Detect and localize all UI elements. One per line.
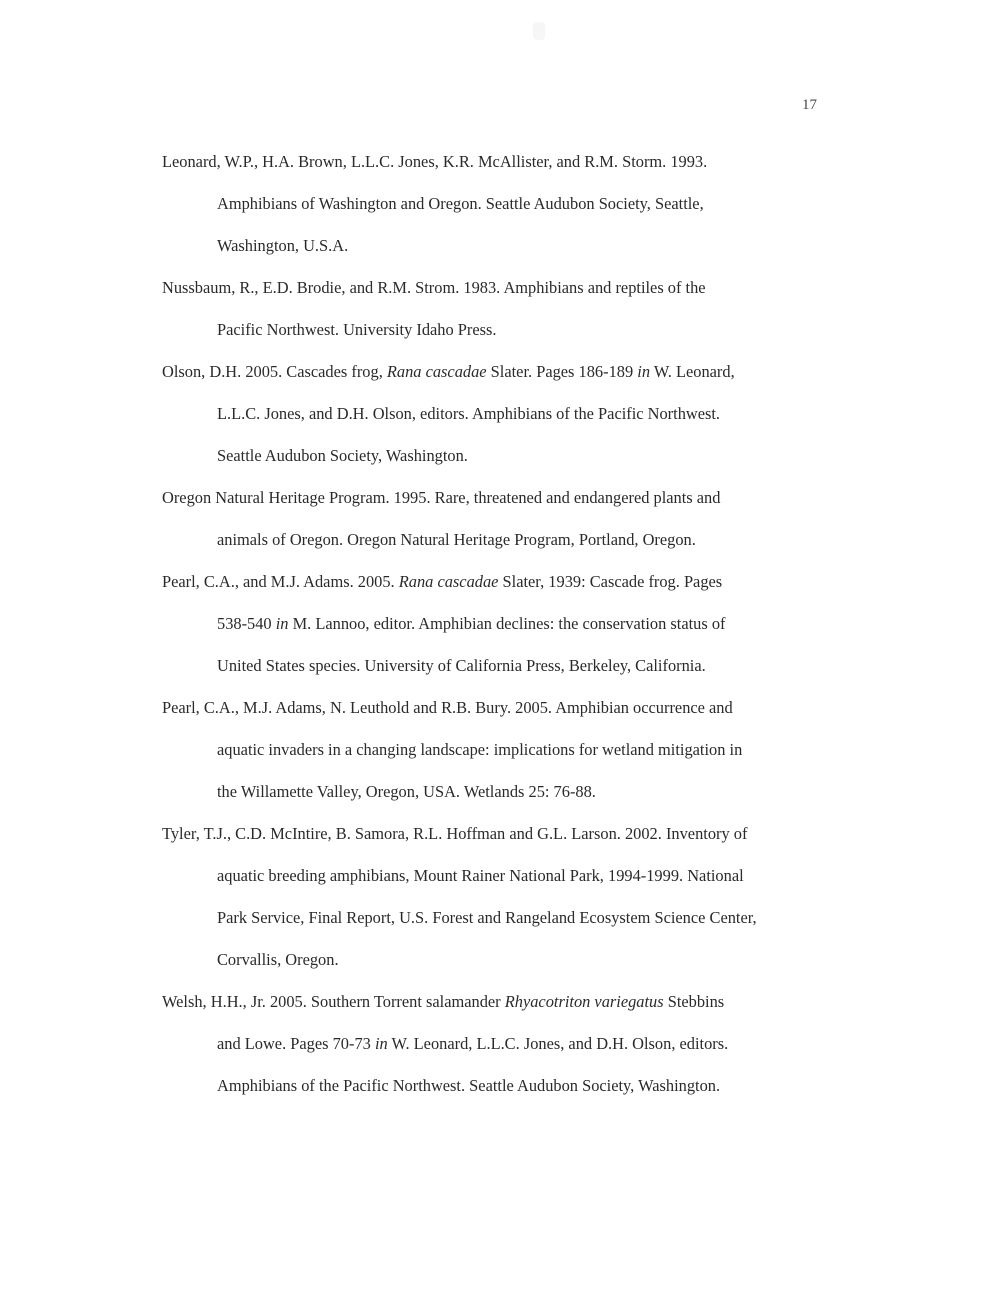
reference-continuation-line — [162, 855, 842, 897]
reference-text: Slater, 1939: Cascade frog. Pages — [498, 572, 723, 591]
reference-text: Park Service, Final Report, U.S. Forest and Rangeland Ecosystem Science Center, — [217, 908, 757, 927]
reference-text: W. Leonard, — [650, 362, 735, 381]
scan-artifact — [533, 22, 545, 40]
reference-text: L.L.C. Jones, and D.H. Olson, editors. Amphibians of the Pacific Northwest. — [217, 404, 721, 423]
reference-entry — [162, 351, 842, 477]
reference-first-line — [162, 267, 842, 309]
reference-text: Stebbins — [663, 992, 725, 1011]
reference-text: the Willamette Valley, Oregon, USA. Wetlands 25: 76-88. — [217, 782, 596, 801]
reference-first-line — [162, 141, 842, 183]
reference-first-line — [162, 687, 842, 729]
reference-continuation-line — [162, 771, 842, 813]
reference-first-line — [162, 477, 842, 519]
reference-text: Oregon Natural Heritage Program. 1995. Rare, threatened and endangered plants and — [162, 488, 721, 507]
reference-text: aquatic invaders in a changing landscape: implications for wetland mitigation in — [217, 740, 743, 759]
reference-entry — [162, 981, 842, 1107]
reference-text: Amphibians of Washington and Oregon. Seattle Audubon Society, Seattle, — [217, 194, 704, 213]
reference-text: Seattle Audubon Society, Washington. — [217, 446, 468, 465]
reference-entry — [162, 813, 842, 981]
reference-entry — [162, 141, 842, 267]
reference-text: animals of Oregon. Oregon Natural Heritage Program, Portland, Oregon. — [217, 530, 696, 549]
italic-text: in — [374, 1034, 388, 1053]
reference-text: Pearl, C.A., and M.J. Adams. 2005. — [162, 572, 399, 591]
reference-text: Welsh, H.H., Jr. 2005. Southern Torrent salamander — [162, 992, 505, 1011]
reference-entry — [162, 477, 842, 561]
italic-text: in — [275, 614, 289, 633]
reference-continuation-line — [162, 225, 842, 267]
reference-entry — [162, 267, 842, 351]
page-number: 17 — [802, 97, 817, 113]
reference-continuation-line — [162, 603, 842, 645]
reference-first-line — [162, 813, 842, 855]
reference-text: Slater. Pages 186-189 — [486, 362, 638, 381]
reference-text: M. Lannoo, editor. Amphibian declines: the conservation status of — [288, 614, 726, 633]
reference-continuation-line — [162, 939, 842, 981]
reference-first-line — [162, 561, 842, 603]
reference-text: Nussbaum, R., E.D. Brodie, and R.M. Strom. 1983. Amphibians and reptiles of the — [162, 278, 706, 297]
references-list — [162, 141, 842, 1107]
italic-text: Rana cascadae — [386, 362, 487, 381]
reference-text: Tyler, T.J., C.D. McIntire, B. Samora, R.L. Hoffman and G.L. Larson. 2002. Inventory of — [162, 824, 748, 843]
reference-text: Pacific Northwest. University Idaho Press. — [217, 320, 497, 339]
reference-continuation-line — [162, 645, 842, 687]
reference-text: Leonard, W.P., H.A. Brown, L.L.C. Jones, K.R. McAllister, and R.M. Storm. 1993. — [162, 152, 708, 171]
italic-text: in — [637, 362, 651, 381]
reference-continuation-line — [162, 309, 842, 351]
reference-text: Olson, D.H. 2005. Cascades frog, — [162, 362, 387, 381]
reference-text: Washington, U.S.A. — [217, 236, 349, 255]
reference-entry — [162, 561, 842, 687]
italic-text: Rana cascadae — [398, 572, 499, 591]
reference-continuation-line — [162, 435, 842, 477]
reference-text: United States species. University of California Press, Berkeley, California. — [217, 656, 706, 675]
reference-first-line — [162, 351, 842, 393]
italic-text: Rhyacotriton variegatus — [504, 992, 664, 1011]
reference-continuation-line — [162, 393, 842, 435]
reference-continuation-line — [162, 519, 842, 561]
reference-continuation-line — [162, 183, 842, 225]
reference-entry — [162, 687, 842, 813]
reference-first-line — [162, 981, 842, 1023]
reference-text: 538-540 — [217, 614, 276, 633]
reference-text: Pearl, C.A., M.J. Adams, N. Leuthold and R.B. Bury. 2005. Amphibian occurrence and — [162, 698, 733, 717]
reference-continuation-line — [162, 729, 842, 771]
reference-text: Corvallis, Oregon. — [217, 950, 339, 969]
reference-continuation-line — [162, 1023, 842, 1065]
reference-continuation-line — [162, 1065, 842, 1107]
reference-text: and Lowe. Pages 70-73 — [217, 1034, 375, 1053]
reference-continuation-line — [162, 897, 842, 939]
reference-text: Amphibians of the Pacific Northwest. Seattle Audubon Society, Washington. — [217, 1076, 721, 1095]
reference-text: aquatic breeding amphibians, Mount Rainer National Park, 1994-1999. National — [217, 866, 744, 885]
reference-text: W. Leonard, L.L.C. Jones, and D.H. Olson, editors. — [387, 1034, 729, 1053]
